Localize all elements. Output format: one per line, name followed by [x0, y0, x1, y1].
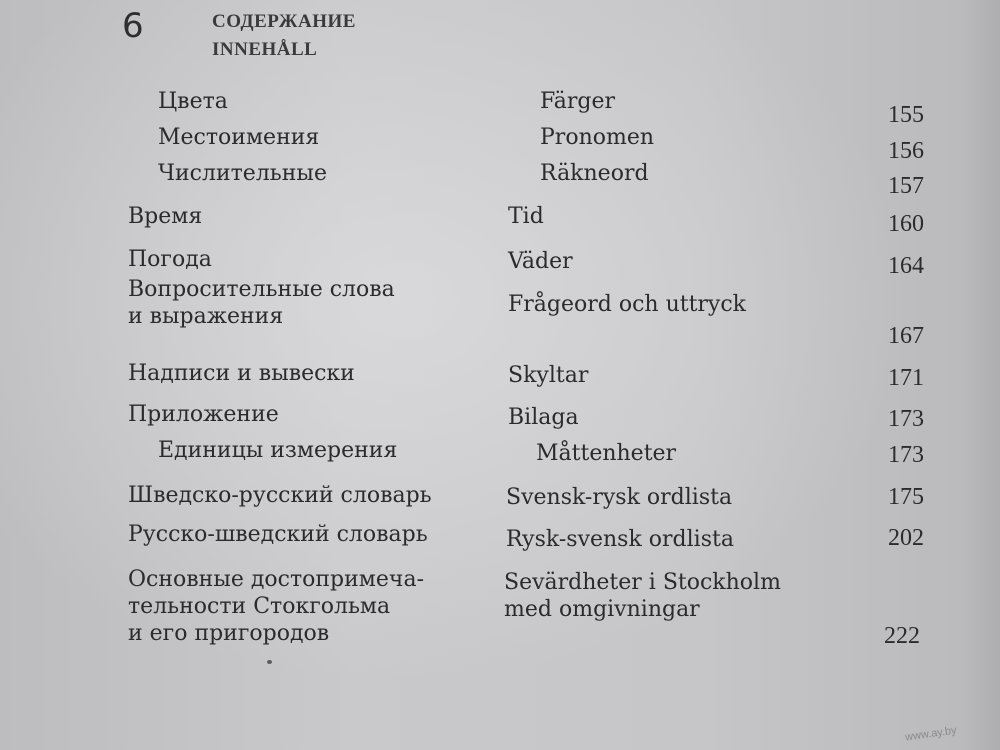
- toc-entry-page: 164: [888, 253, 924, 279]
- toc-entry-page: 173: [888, 406, 924, 432]
- toc-entry-sv: Väder: [508, 249, 573, 274]
- toc-entry-ru: Время: [128, 204, 203, 229]
- toc-entry-page: 222: [884, 623, 920, 649]
- toc-entry-sv: Bilaga: [508, 405, 579, 430]
- toc-entry-ru: Основные достопримеча- тельности Стокгольма и его пригородов: [128, 567, 425, 646]
- page-edge-shadow: [960, 0, 1000, 750]
- watermark: www.ay.by: [904, 724, 958, 744]
- contents-header: [212, 8, 356, 64]
- toc-entry-ru: Приложение: [128, 402, 279, 427]
- toc-entry-page: 160: [888, 211, 924, 237]
- toc-entry-ru: Шведско-русский словарь: [128, 483, 432, 508]
- toc-entry-page: 156: [888, 138, 924, 164]
- header-russian: СОДЕРЖАНИЕ: [212, 11, 356, 32]
- toc-entry-sv: Sevärdheter i Stockholm med omgivningar: [504, 570, 781, 622]
- header-swedish: INNEHÅLL: [212, 39, 318, 60]
- toc-entry-page: 173: [888, 442, 924, 468]
- toc-entry-page: 157: [888, 173, 924, 199]
- toc-entry-page: 171: [888, 365, 924, 391]
- page-number: 6: [122, 6, 144, 46]
- toc-entry-sv: Skyltar: [508, 363, 589, 388]
- toc-entry-sv: Rysk-svensk ordlista: [506, 527, 734, 552]
- toc-entry-sv: Frågeord och uttryck: [508, 292, 747, 317]
- toc-entry-sv: Måttenheter: [536, 441, 677, 466]
- toc-entry-page: 155: [888, 102, 924, 128]
- toc-entry-sv: Pronomen: [540, 125, 655, 150]
- toc-entry-page: 202: [888, 525, 924, 551]
- toc-entry-ru: Погода: [128, 247, 212, 272]
- toc-entry-sv: Tid: [508, 204, 544, 229]
- toc-entry-ru: Местоимения: [158, 125, 320, 150]
- toc-entry-page: 175: [888, 484, 924, 510]
- toc-entry-ru: Числительные: [158, 161, 327, 186]
- toc-entry-ru: Цвета: [158, 89, 228, 114]
- toc-entry-page: 167: [888, 323, 924, 349]
- toc-entry-ru: Единицы измерения: [158, 438, 398, 463]
- toc-entry-ru: Вопросительные слова и выражения: [128, 277, 395, 329]
- toc-entry-sv: Färger: [540, 89, 616, 114]
- toc-entry-ru: Русско-шведский словарь: [128, 522, 428, 547]
- toc-entry-sv: Svensk-rysk ordlista: [506, 485, 733, 510]
- toc-entry-sv: Räkneord: [540, 161, 649, 186]
- toc-entry-ru: Надписи и вывески: [128, 361, 355, 386]
- print-speck: [267, 660, 272, 664]
